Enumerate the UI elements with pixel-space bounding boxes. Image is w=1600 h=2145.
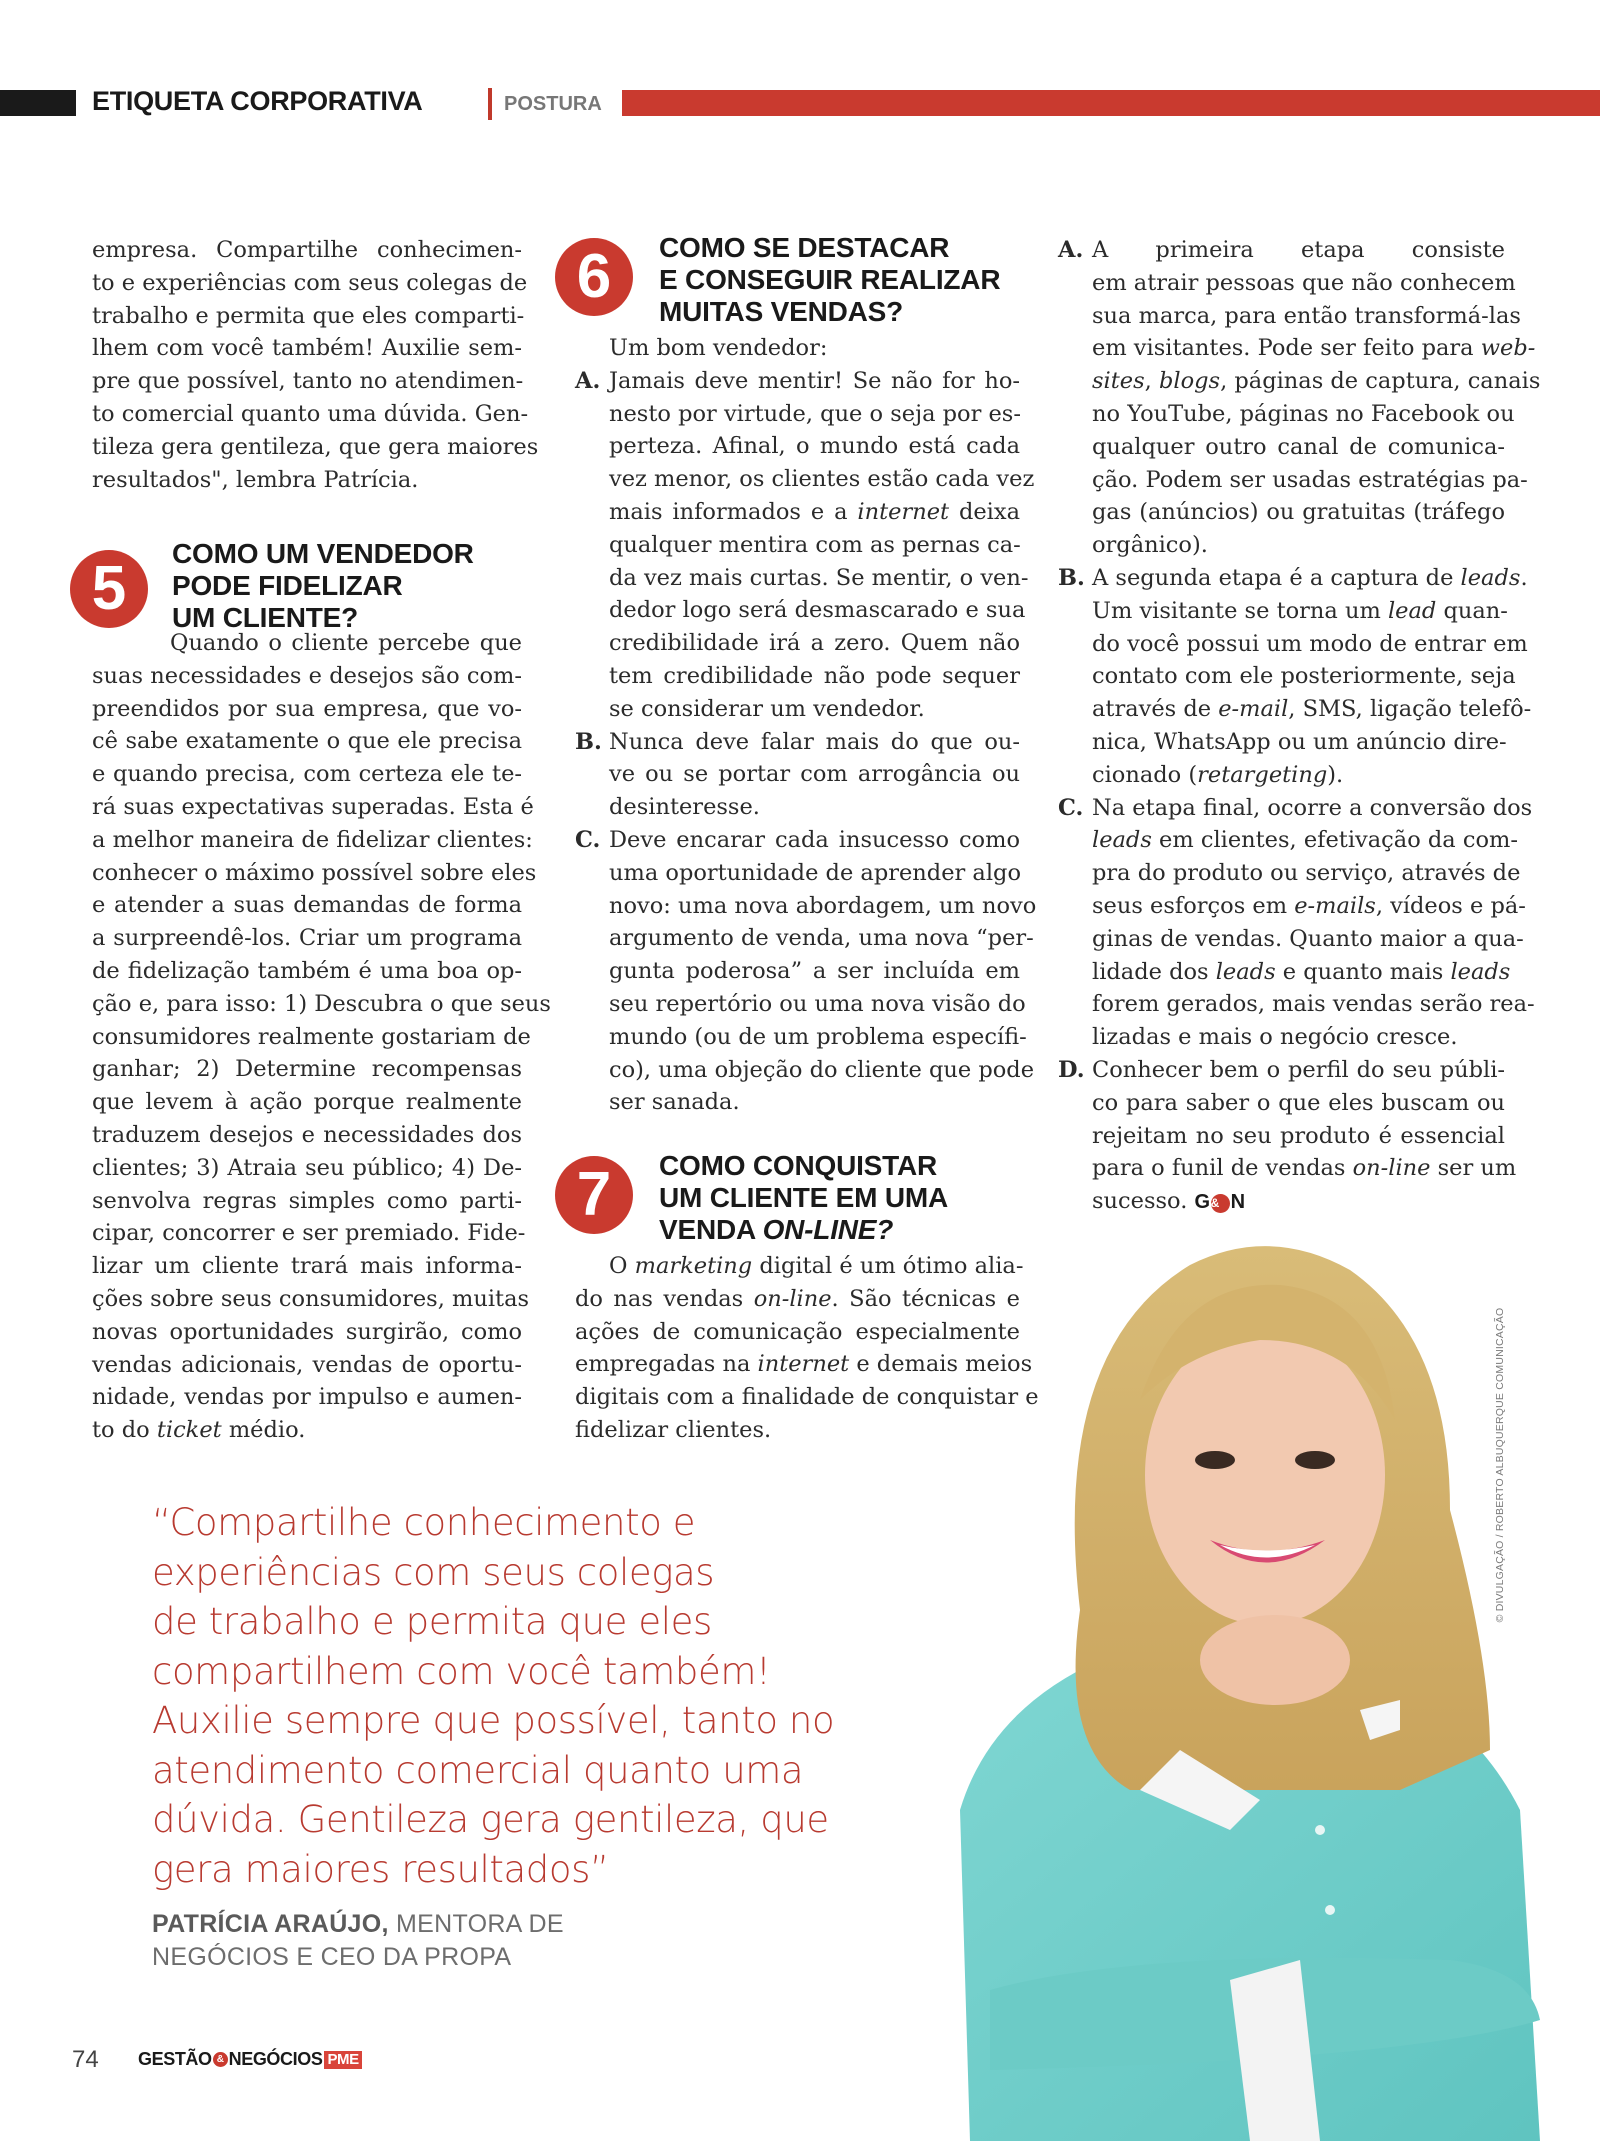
body-line: Na etapa final, ocorre a conversão dos — [1092, 794, 1533, 821]
body-line: sucesso. G& N — [1092, 1188, 1245, 1215]
body-line: trabalho e permita que eles comparti- — [92, 302, 525, 329]
body-line: senvolva regras simples como parti- — [92, 1187, 522, 1214]
italic-term: ON-LINE? — [762, 1214, 894, 1245]
body-line: através de e-mail, SMS, ligação telefô- — [1092, 696, 1532, 723]
body-line: co), uma objeção do cliente que pode — [609, 1056, 1035, 1083]
body-line: forem gerados, mais vendas serão rea- — [1092, 991, 1535, 1018]
body-line: cipar, concorrer e ser premiado. Fide- — [92, 1220, 526, 1247]
body-line: rá suas expectativas superadas. Esta é — [92, 793, 534, 820]
italic-term: e-mail — [1218, 696, 1289, 723]
body-line: e quando precisa, com certeza ele te- — [92, 761, 522, 788]
photo-credit: © DIVULGAÇÃO / ROBERTO ALBUQUERQUE COMUNICAÇÃO — [1494, 1307, 1506, 1623]
body-line: se considerar um vendedor. — [609, 695, 925, 722]
body-line: lhem com você também! Auxilie sem- — [92, 335, 522, 362]
body-line: vendas adicionais, vendas de oportu- — [92, 1351, 522, 1378]
item-label: D. — [1058, 1056, 1085, 1083]
body-line: e atender a suas demandas de forma — [92, 892, 522, 919]
quote-attribution — [152, 1908, 564, 1974]
body-line: mais informados e a internet deixa — [609, 498, 1020, 525]
body-line: uma oportunidade de aprender algo — [609, 859, 1021, 886]
section-title: ETIQUETA CORPORATIVA — [92, 86, 423, 116]
quote-line: experiências com seus colegas — [152, 1550, 715, 1594]
body-line: cionado (retargeting). — [1092, 761, 1344, 788]
title-line: COMO UM VENDEDOR — [172, 538, 474, 569]
quote-line: Auxilie sempre que possível, tanto no — [152, 1699, 835, 1742]
list-item-b — [575, 726, 1020, 824]
quote-line: “Compartilhe conhecimento e — [152, 1501, 696, 1544]
body-line: A segunda etapa é a captura de leads. — [1092, 564, 1528, 591]
body-line: perteza. Afinal, o mundo está cada — [609, 433, 1020, 460]
title-line: VENDA ON-LINE? — [659, 1214, 894, 1245]
body-line: ganhar; 2) Determine recompensas — [92, 1056, 522, 1083]
pull-quote — [152, 1498, 952, 1894]
face — [1145, 1325, 1385, 1625]
list-item-a — [575, 365, 1035, 726]
body-line: nidade, vendas por impulso e aumen- — [92, 1384, 522, 1411]
body-line: digitais com a finalidade de conquistar e — [575, 1384, 1039, 1411]
body-line: nica, WhatsApp ou um anúncio dire- — [1092, 728, 1507, 755]
body-line: novas oportunidades surgirão, como — [92, 1318, 522, 1345]
body-line: Deve encarar cada insucesso como — [609, 826, 1020, 853]
body-line: qualquer outro canal de comunica- — [1092, 433, 1505, 460]
list-item-c — [575, 824, 1037, 1119]
body-line: gas (anúncios) ou gratuitas (tráfego — [1092, 499, 1505, 526]
body-line: rejeitam no seu produto é essencial — [1092, 1122, 1505, 1149]
section-6-number-badge: 6 — [555, 238, 633, 316]
body-line: pre que possível, tanto no atendimen- — [92, 368, 524, 395]
body-line: ser sanada. — [609, 1089, 740, 1116]
body-line: to do ticket médio. — [92, 1417, 306, 1444]
quote-line: dúvida. Gentileza gera gentileza, que — [152, 1798, 829, 1841]
italic-term: leads — [1092, 827, 1152, 854]
list-item-a — [1058, 234, 1541, 562]
left-column — [92, 234, 539, 496]
header-red-bar — [622, 90, 1600, 116]
body-line: do você possui um modo de entrar em — [1092, 630, 1528, 657]
quote-line: de trabalho e permita que eles — [152, 1600, 712, 1643]
title-line: COMO SE DESTACAR — [659, 232, 950, 263]
italic-term: web- — [1480, 335, 1536, 362]
body-line: credibilidade irá a zero. Quem não — [609, 630, 1020, 657]
body-line: mundo (ou de um problema específi- — [609, 1023, 1027, 1050]
body-line: co para saber o que eles buscam ou — [1092, 1089, 1505, 1116]
body-line: orgânico). — [1092, 532, 1208, 559]
page-number: 74 — [72, 2046, 99, 2073]
header-divider — [488, 88, 492, 120]
body-line: ve ou se portar com arrogância ou — [609, 761, 1020, 788]
title-line: PODE FIDELIZAR — [172, 570, 403, 601]
body-line: no YouTube, páginas no Facebook ou — [1092, 400, 1515, 427]
item-label: A. — [1058, 237, 1084, 263]
body-line: Conhecer bem o perfil do seu públi- — [1092, 1056, 1505, 1083]
item-label: A. — [575, 367, 601, 394]
body-line: cê sabe exatamente o que ele precisa — [92, 728, 522, 755]
gn-end-mark: G& N — [1194, 1191, 1245, 1214]
body-line: Um visitante se torna um lead quan- — [1092, 597, 1508, 624]
body-line: nesto por virtude, que o seja por es- — [609, 400, 1021, 427]
section-5-number-badge: 5 — [70, 550, 148, 628]
item-label: C. — [575, 826, 601, 853]
body-line: tem credibilidade não pode sequer — [609, 662, 1020, 689]
header-black-bar — [0, 90, 76, 116]
body-line: dedor logo será desmascarado e sua — [609, 597, 1026, 624]
body-line: do nas vendas on-line. São técnicas e — [575, 1285, 1020, 1312]
italic-term: retargeting — [1197, 761, 1328, 788]
body-line: traduzem desejos e necessidades dos — [92, 1121, 522, 1148]
body-line: da vez mais curtas. Se mentir, o ven- — [609, 564, 1029, 591]
body-line: to comercial quanto uma dúvida. Gen- — [92, 400, 529, 427]
right-column — [1058, 234, 1541, 1219]
body-line: qualquer mentira com as pernas ca- — [609, 531, 1021, 558]
italic-term: e-mails — [1294, 892, 1376, 919]
body-line: lidade dos leads e quanto mais leads — [1092, 958, 1511, 985]
body-line: empregadas na internet e demais meios — [575, 1351, 1033, 1378]
body-line: a surpreendê-los. Criar um programa — [92, 925, 522, 952]
italic-term: on-line — [753, 1285, 832, 1312]
body-line: lizadas e mais o negócio cresce. — [1092, 1024, 1458, 1051]
section-5-body — [92, 627, 551, 1447]
body-line: vez menor, os clientes estão cada vez — [609, 466, 1035, 493]
magazine-logo: GESTÃO & NEGÓCIOS PME — [138, 2049, 362, 2070]
body-line: ção. Podem ser usadas estratégias pa- — [1092, 466, 1528, 493]
title-line: UM CLIENTE EM UMA — [659, 1182, 949, 1213]
body-line: consumidores realmente gostariam de — [92, 1023, 531, 1050]
attribution-role: NEGÓCIOS E CEO DA PROPA — [152, 1943, 512, 1971]
body-line: que levem à ação porque realmente — [92, 1089, 522, 1116]
section-5-paragraph — [92, 627, 551, 1414]
body-line: A primeira etapa consiste — [1092, 237, 1505, 263]
body-line: para o funil de vendas on-line ser um — [1092, 1155, 1517, 1182]
body-line: ginas de vendas. Quanto maior a qua- — [1092, 925, 1524, 952]
section-subtitle: POSTURA — [504, 93, 602, 115]
body-line: O marketing digital é um ótimo alia- — [609, 1253, 1024, 1279]
italic-term: lead — [1387, 597, 1437, 624]
body-line: seu repertório ou uma nova visão do — [609, 990, 1026, 1017]
list-item-b — [1058, 562, 1532, 792]
section-6-body — [575, 332, 1037, 1119]
body-line: ções sobre seus consumidores, muitas — [92, 1285, 530, 1312]
item-label: B. — [575, 728, 602, 755]
body-line: lizar um cliente trará mais informa- — [92, 1253, 522, 1280]
body-line: fidelizar clientes. — [575, 1416, 772, 1443]
quote-line: atendimento comercial quanto uma — [152, 1748, 804, 1792]
italic-term: internet — [757, 1351, 850, 1378]
italic-term: leads — [1460, 564, 1521, 591]
body-line: contato com ele posteriormente, seja — [1092, 663, 1516, 690]
body-line: ações de comunicação especialmente — [575, 1318, 1020, 1345]
body-line: leads em clientes, efetivação da com- — [1092, 827, 1518, 854]
italic-term: ticket — [156, 1417, 222, 1444]
italic-term: leads — [1215, 958, 1276, 985]
body-line: em visitantes. Pode ser feito para web- — [1092, 335, 1536, 362]
title-line: E CONSEGUIR REALIZAR — [659, 264, 1001, 295]
body-line: empresa. Compartilhe conhecimen- — [92, 237, 522, 263]
italic-term: on-line — [1352, 1155, 1431, 1182]
body-line: suas necessidades e desejos são com- — [92, 662, 522, 689]
lead-line: Um bom vendedor: — [609, 335, 828, 361]
intro-paragraph — [92, 234, 539, 496]
italic-term: marketing — [634, 1253, 753, 1279]
section-7-number-badge: 7 — [555, 1156, 633, 1234]
item-label: B. — [1058, 564, 1085, 591]
body-line: clientes; 3) Atraia seu público; 4) De- — [92, 1154, 522, 1181]
italic-term: internet — [857, 498, 950, 525]
section-6-title — [659, 232, 1000, 328]
italic-term: sites — [1092, 368, 1145, 395]
body-line: to e experiências com seus colegas de — [92, 269, 528, 296]
body-line: seus esforços em e-mails, vídeos e pá- — [1092, 892, 1526, 919]
item-label: C. — [1058, 794, 1084, 821]
body-line: tileza gera gentileza, que gera maiores — [92, 433, 539, 460]
section-7-title — [659, 1150, 948, 1246]
body-line: de fidelização também é uma boa op- — [92, 957, 522, 984]
body-line: pra do produto ou serviço, através de — [1092, 860, 1521, 887]
body-line: em atrair pessoas que não conhecem — [1092, 269, 1516, 296]
body-line: conhecer o máximo possível sobre eles — [92, 859, 537, 886]
body-line: sua marca, para então transformá-las — [1092, 302, 1521, 329]
attribution-role: MENTORA DE — [388, 1910, 564, 1938]
body-line: a melhor maneira de fidelizar clientes: — [92, 826, 533, 853]
title-line: COMO CONQUISTAR — [659, 1150, 938, 1181]
body-line: gunta poderosa” a ser incluída em — [609, 958, 1020, 985]
body-line: Jamais deve mentir! Se não for ho- — [609, 367, 1020, 394]
italic-term: leads — [1450, 958, 1511, 985]
body-line: novo: uma nova abordagem, um novo — [609, 892, 1037, 919]
body-line: Quando o cliente percebe que — [170, 630, 522, 656]
attribution-name: PATRÍCIA ARAÚJO, — [152, 1910, 389, 1938]
body-line: desinteresse. — [609, 794, 760, 821]
list-item-c — [1058, 792, 1535, 1054]
body-line: Nunca deve falar mais do que ou- — [609, 728, 1020, 755]
title-line: UM CLIENTE? — [172, 602, 359, 633]
quote-line: compartilhem com você também! — [152, 1649, 771, 1693]
body-line: sites, blogs, páginas de captura, canais — [1092, 368, 1541, 395]
body-line: resultados", lembra Patrícia. — [92, 466, 419, 493]
title-line: MUITAS VENDAS? — [659, 296, 904, 327]
body-line: preendidos por sua empresa, que vo- — [92, 695, 522, 722]
body-line: argumento de venda, uma nova “per- — [609, 925, 1034, 952]
italic-term: blogs — [1158, 368, 1221, 395]
quote-line: gera maiores resultados” — [152, 1847, 609, 1891]
section-5-title — [172, 538, 474, 634]
body-line: ção e, para isso: 1) Descubra o que seus — [92, 990, 551, 1017]
